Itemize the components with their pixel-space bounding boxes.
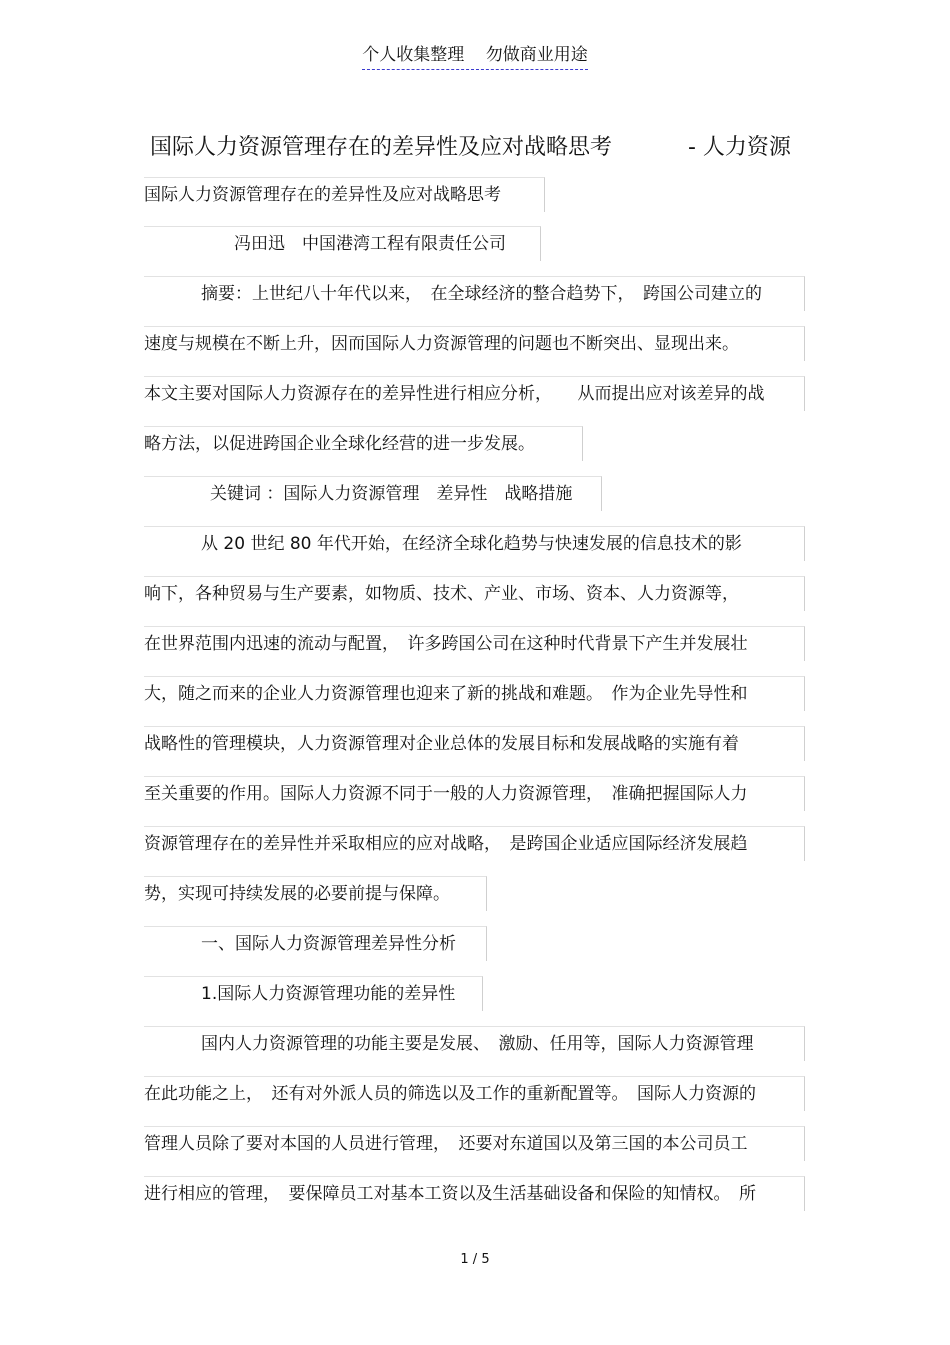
body-line-4: 大，随之而来的企业人力资源管理也迎来了新的挑战和难题。 作为企业先导性和: [144, 676, 805, 711]
body-line-12: 进行相应的管理， 要保障员工对基本工资以及生活基础设备和保险的知情权。 所: [144, 1176, 805, 1211]
abstract-line-4: 略方法，以促进跨国企业全球化经营的进一步发展。: [144, 426, 583, 461]
body-line-10: 在此功能之上， 还有对外派人员的筛选以及工作的重新配置等。 国际人力资源的: [144, 1076, 805, 1111]
subsection-heading-1: [144, 976, 483, 1011]
page-header: [0, 40, 950, 70]
body-text-9: 国内人力资源管理的功能主要是发展、 激励、任用等，国际人力资源管理: [201, 1034, 754, 1054]
header-text: 个人收集整理 勿做商业用途: [362, 40, 587, 70]
abstract-line-2: 速度与规模在不断上升，因而国际人力资源管理的问题也不断突出、显现出来。: [144, 326, 805, 361]
body-line-11: 管理人员除了要对本国的人员进行管理， 还要对东道国以及第三国的本公司员工: [144, 1126, 805, 1161]
body-line-6: 至关重要的作用。国际人力资源不同于一般的人力资源管理， 准确把握国际人力: [144, 776, 805, 811]
section-heading-1: [144, 926, 487, 961]
body-line-1: [144, 526, 805, 561]
page-number: 1 / 5: [460, 1252, 490, 1267]
body-text-1: 从 20 世纪 80 年代开始，在经济全球化趋势与快速发展的信息技术的影: [201, 534, 742, 554]
keywords-line: [144, 476, 602, 511]
document-title-suffix: - 人力资源: [688, 135, 791, 160]
abstract-text-1: 摘要：上世纪八十年代以来， 在全球经济的整合趋势下， 跨国公司建立的: [201, 284, 762, 304]
author-line: [144, 226, 541, 261]
keywords-text: 关键词 ：国际人力资源管理 差异性 战略措施: [210, 484, 573, 504]
abstract-line-1: [144, 276, 805, 311]
author-text: 冯田迅 中国港湾工程有限责任公司: [234, 234, 506, 254]
subsection-heading-text: 1.国际人力资源管理功能的差异性: [201, 984, 456, 1004]
abstract-line-3: 本文主要对国际人力资源存在的差异性进行相应分析， 从而提出应对该差异的战: [144, 376, 805, 411]
body-line-9: [144, 1026, 805, 1061]
section-heading-text: 一、国际人力资源管理差异性分析: [201, 934, 456, 954]
subtitle-line: 国际人力资源管理存在的差异性及应对战略思考: [144, 177, 545, 212]
document-title: 国际人力资源管理存在的差异性及应对战略思考: [150, 135, 613, 160]
body-line-3: 在世界范围内迅速的流动与配置， 许多跨国公司在这种时代背景下产生并发展壮: [144, 626, 805, 661]
body-line-7: 资源管理存在的差异性并采取相应的应对战略， 是跨国企业适应国际经济发展趋: [144, 826, 805, 861]
body-line-8: 势，实现可持续发展的必要前提与保障。: [144, 876, 487, 911]
body-line-5: 战略性的管理模块，人力资源管理对企业总体的发展目标和发展战略的实施有着: [144, 726, 805, 761]
body-line-2: 响下，各种贸易与生产要素，如物质、技术、产业、市场、资本、人力资源等，: [144, 576, 805, 611]
